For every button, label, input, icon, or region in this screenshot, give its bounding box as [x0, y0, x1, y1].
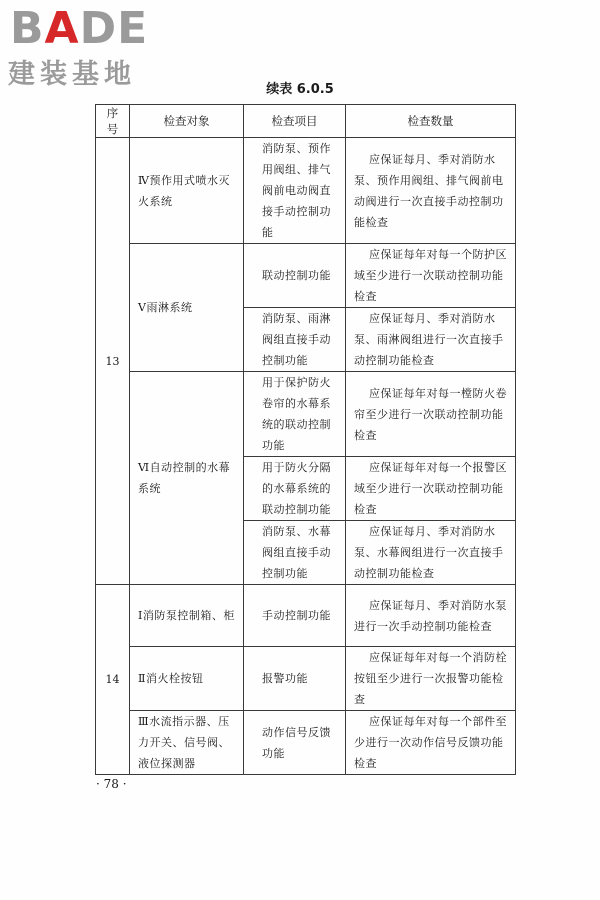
item-cell: 用于保护防火卷帘的水幕系统的联动控制功能 [244, 372, 346, 457]
header-quantity: 检查数量 [346, 105, 516, 138]
header-serial: 序号 [96, 105, 130, 138]
header-object: 检查对象 [130, 105, 244, 138]
logo-accent-letter: A [44, 3, 80, 54]
item-cell: 用于防火分隔的水幕系统的联动控制功能 [244, 457, 346, 521]
item-cell: 消防泵、预作用阀组、排气阀前电动阀直接手动控制功能 [244, 138, 346, 244]
object-cell: Ⅴ雨淋系统 [130, 244, 244, 372]
table-row [96, 244, 516, 308]
item-cell: 消防泵、水幕阀组直接手动控制功能 [244, 521, 346, 585]
item-cell: 消防泵、雨淋阀组直接手动控制功能 [244, 308, 346, 372]
quantity-cell: 应保证每月、季对消防水泵、雨淋阀组进行一次直接手动控制功能检查 [346, 308, 516, 372]
quantity-cell: 应保证每月、季对消防水泵进行一次手动控制功能检查 [346, 585, 516, 647]
object-cell: Ⅰ消防泵控制箱、柜 [130, 585, 244, 647]
table-row [96, 585, 516, 647]
page-number: · 78 · [96, 777, 127, 791]
table-row [96, 711, 516, 775]
logo-subtitle: 建装基地 [8, 59, 136, 90]
item-cell: 联动控制功能 [244, 244, 346, 308]
table-header-row [96, 105, 516, 138]
logo-wordmark: BADE [10, 3, 149, 54]
item-cell: 报警功能 [244, 647, 346, 711]
quantity-cell: 应保证每月、季对消防水泵、预作用阀组、排气阀前电动阀进行一次直接手动控制功能检查 [346, 138, 516, 244]
table-row [96, 647, 516, 711]
quantity-cell: 应保证每年对每一个防护区域至少进行一次联动控制功能检查 [346, 244, 516, 308]
table-row [96, 372, 516, 457]
object-cell: Ⅳ预作用式喷水灭火系统 [130, 138, 244, 244]
quantity-cell: 应保证每月、季对消防水泵、水幕阀组进行一次直接手动控制功能检查 [346, 521, 516, 585]
serial-cell: 13 [96, 138, 130, 585]
item-cell: 手动控制功能 [244, 585, 346, 647]
item-cell: 动作信号反馈功能 [244, 711, 346, 775]
quantity-cell: 应保证每年对每一樘防火卷帘至少进行一次联动控制功能检查 [346, 372, 516, 457]
serial-cell: 14 [96, 585, 130, 775]
object-cell: Ⅵ自动控制的水幕系统 [130, 372, 244, 585]
quantity-cell: 应保证每年对每一个报警区域至少进行一次联动控制功能检查 [346, 457, 516, 521]
object-cell: Ⅱ消火栓按钮 [130, 647, 244, 711]
quantity-cell: 应保证每年对每一个消防栓按钮至少进行一次报警功能检查 [346, 647, 516, 711]
table-row [96, 138, 516, 244]
inspection-table [95, 104, 516, 775]
header-item: 检查项目 [244, 105, 346, 138]
table-caption: 续表 6.0.5 [266, 82, 334, 97]
object-cell: Ⅲ水流指示器、压力开关、信号阀、液位探测器 [130, 711, 244, 775]
quantity-cell: 应保证每年对每一个部件至少进行一次动作信号反馈功能检查 [346, 711, 516, 775]
